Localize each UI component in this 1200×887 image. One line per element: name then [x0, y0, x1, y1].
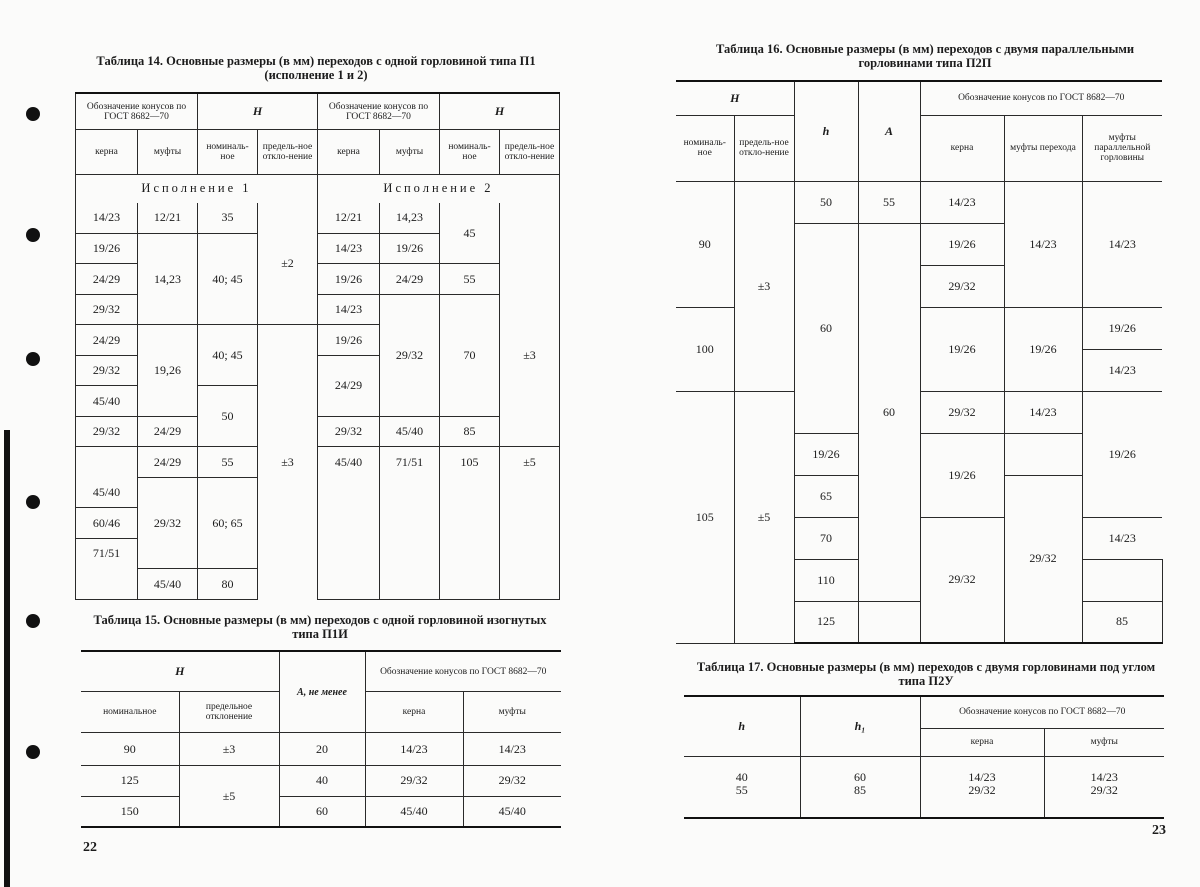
table14	[75, 92, 560, 600]
t14-v2-dev: ±3	[500, 264, 560, 447]
t14-v2-nominal: 55	[440, 264, 500, 295]
t14-v2-kerna: 29/32	[318, 416, 380, 447]
t14-v2-mufty: 19/26	[380, 233, 440, 264]
t16-header-A: A	[858, 81, 920, 181]
t16-h-mufty-parallel: муфты параллельной горловины	[1082, 115, 1162, 181]
t14-v2-mufty: 24/29	[380, 264, 440, 295]
table16-caption: Таблица 16. Основные размеры (в мм) переходов с двумя параллельными горловинами типа П2П	[715, 42, 1135, 70]
binder-hole-4	[26, 495, 40, 509]
t14-v2-kerna: 14/23	[318, 233, 380, 264]
t15-header-H: H	[81, 651, 279, 692]
t14-v2-kerna: 45/40	[318, 447, 380, 478]
t14-v1-kerna: 24/29	[76, 325, 138, 356]
t14-v1-mufty: 14,23	[138, 233, 198, 325]
t14-v1-nominal: 50	[198, 386, 258, 447]
t16-header-H: H	[676, 81, 794, 115]
t16-h: 60	[794, 223, 858, 433]
t14-header-cones-2: Обозначение конусов по ГОСТ 8682—70	[318, 93, 440, 130]
t14-v1-kerna: 71/51	[76, 538, 138, 569]
t16-kerna: 29/32	[1004, 475, 1082, 643]
t14-v1-mufty: 45/40	[138, 569, 198, 600]
t14-v1-mufty: 24/29	[138, 416, 198, 447]
t14-v2-blank	[500, 477, 560, 599]
t16-A: 55	[858, 181, 920, 223]
t14-v1-nominal: 35	[198, 203, 258, 234]
t14-v2-kerna: 19/26	[318, 264, 380, 295]
binder-hole-3	[26, 352, 40, 366]
table15-caption: Таблица 15. Основные размеры (в мм) переходов с одной горловиной изогнутых типа П1И	[93, 613, 547, 641]
t16-header-cones: Обозначение конусов по ГОСТ 8682—70	[920, 81, 1162, 115]
t14-v1-dev: ±2	[258, 203, 318, 325]
t15-cell-dev: ±3	[179, 733, 279, 766]
t16-h-nominal: номиналь-ное	[676, 115, 734, 181]
t14-v1-kerna: 29/32	[76, 355, 138, 386]
t15-cell-mufty: 29/32	[463, 766, 561, 797]
t14-v2-mufty: 71/51	[380, 447, 440, 478]
t16-kerna: 29/32	[920, 391, 1004, 433]
scan-edge-shadow	[4, 430, 10, 887]
t17-h: 40	[684, 756, 800, 784]
t16-H: 90	[676, 181, 734, 307]
t14-v2-dev-blank	[500, 203, 560, 264]
t14-v1-kerna: 60/46	[76, 508, 138, 539]
t14-v1-kerna: 14/23	[76, 203, 138, 234]
t17-mufty: 29/32	[1044, 784, 1164, 818]
t16-mufty-parallel: 19/26	[1082, 391, 1162, 517]
t16-kerna: 29/32	[920, 265, 1004, 307]
t16-kerna: 19/26	[920, 223, 1004, 265]
binder-hole-1	[26, 107, 40, 121]
t14-v1-nominal: 40; 45	[198, 233, 258, 325]
t17-header-cones: Обозначение конусов по ГОСТ 8682—70	[920, 696, 1164, 728]
t14-v2-nominal: 105	[440, 447, 500, 478]
t15-h-nominal: номинальное	[81, 692, 179, 733]
t14-v2-nominal: 45	[440, 203, 500, 264]
t15-cell-kerna: 45/40	[365, 796, 463, 827]
page-number-right: 23	[1152, 823, 1166, 838]
t17-h1: 60	[800, 756, 920, 784]
t16-mufty-parallel: 14/23	[1082, 181, 1162, 307]
table17-caption: Таблица 17. Основные размеры (в мм) переходов с двумя горловинами под углом типа П2У	[696, 660, 1156, 688]
t15-cell-kerna: 29/32	[365, 766, 463, 797]
t14-v1-nominal: 60; 65	[198, 477, 258, 569]
t14-v2-blank	[380, 477, 440, 599]
t17-kerna: 14/23	[920, 756, 1044, 784]
t15-header-A: A, не менее	[279, 651, 365, 733]
table16	[676, 80, 1162, 644]
t16-h-kerna: керна	[920, 115, 1004, 181]
t14-v1-kerna-blank	[76, 569, 138, 600]
t17-header-h1: h₁	[800, 696, 920, 756]
t16-H: 105	[676, 391, 734, 643]
t16-kerna: 14/23	[920, 181, 1004, 223]
t16-kerna: 19/26	[920, 307, 1004, 391]
t14-variant2-label: Исполнение 2	[318, 174, 560, 202]
t14-v1-mufty: 24/29	[138, 447, 198, 478]
binder-hole-6	[26, 745, 40, 759]
t14-h-nominal-1: номиналь-ное	[198, 130, 258, 175]
t16-H: 125	[794, 601, 858, 643]
t16-mufty-transition: 14/23	[1004, 391, 1082, 433]
t16-mufty-parallel: 14/23	[1082, 517, 1162, 559]
t14-v2-kerna: 24/29	[318, 355, 380, 416]
t16-dev: ±3	[734, 181, 794, 391]
t16-h-mufty-transition: муфты перехода	[1004, 115, 1082, 181]
t14-v1-mufty: 12/21	[138, 203, 198, 234]
t14-v2-kerna: 12/21	[318, 203, 380, 234]
t16-h: 65	[794, 475, 858, 517]
t15-cell-H: 150	[81, 796, 179, 827]
t14-v1-nominal: 80	[198, 569, 258, 600]
t16-mufty-transition: 14/23	[1004, 181, 1082, 307]
t16-h-deviation: предель-ное откло-нение	[734, 115, 794, 181]
t14-header-H-1: H	[198, 93, 318, 130]
t16-mufty-transition: 29/32	[920, 517, 1004, 643]
binder-hole-5	[26, 614, 40, 628]
t14-v1-kerna: 19/26	[76, 233, 138, 264]
t17-mufty: 14/23	[1044, 756, 1164, 784]
t14-h-kerna-1: керна	[76, 130, 138, 175]
t15-cell-mufty: 14/23	[463, 733, 561, 766]
t15-h-mufty: муфты	[463, 692, 561, 733]
t15-cell-A: 40	[279, 766, 365, 797]
t14-v2-mufty: 45/40	[380, 416, 440, 447]
t16-h: 85	[1082, 601, 1162, 643]
page-number-left: 22	[83, 840, 97, 855]
table17	[684, 695, 1164, 819]
t14-v1-kerna: 29/32	[76, 416, 138, 447]
t15-cell-A: 60	[279, 796, 365, 827]
t15-cell-H: 90	[81, 733, 179, 766]
t14-header-H-2: H	[440, 93, 560, 130]
table15	[81, 650, 561, 828]
t15-cell-kerna: 14/23	[365, 733, 463, 766]
t14-h-nominal-2: номиналь-ное	[440, 130, 500, 175]
t14-v1-mufty: 29/32	[138, 477, 198, 569]
t16-header-h: h	[794, 81, 858, 181]
t15-header-cones: Обозначение конусов по ГОСТ 8682—70	[365, 651, 561, 692]
t16-H: 100	[676, 307, 734, 391]
table14-caption: Таблица 14. Основные размеры (в мм) переходов с одной горловиной типа П1 (исполнение 1 и 2)	[96, 54, 536, 82]
t15-h-kerna: керна	[365, 692, 463, 733]
t17-h: 55	[684, 784, 800, 818]
t14-v2-mufty: 29/32	[380, 294, 440, 416]
t17-header-h: h	[684, 696, 800, 756]
t16-mufty-parallel: 19/26	[1082, 307, 1162, 349]
t17-kerna: 29/32	[920, 784, 1044, 818]
t14-v2-kerna: 19/26	[318, 325, 380, 356]
t14-v1-kerna-blank	[76, 447, 138, 478]
t14-v1-nominal: 40; 45	[198, 325, 258, 386]
t17-h-kerna: керна	[920, 728, 1044, 756]
t14-v2-blank	[318, 477, 380, 599]
t14-v1-kerna: 24/29	[76, 264, 138, 295]
t16-h: 70	[794, 517, 858, 559]
t16-dev-blank	[858, 601, 920, 643]
t14-v2-blank	[440, 477, 500, 599]
t14-h-kerna-2: керна	[318, 130, 380, 175]
t14-h-mufty-2: муфты	[380, 130, 440, 175]
t14-v1-kerna: 45/40	[76, 386, 138, 417]
t14-v2-dev: ±5	[500, 447, 560, 478]
t14-h-mufty-1: муфты	[138, 130, 198, 175]
t16-h: 50	[794, 181, 858, 223]
t16-dev: ±5	[734, 391, 794, 643]
t14-v1-dev: ±3	[258, 325, 318, 600]
t16-A: 60	[858, 223, 920, 601]
t14-v2-nominal: 85	[440, 416, 500, 447]
t16-mufty-parallel: 14/23	[1082, 349, 1162, 391]
t16-mufty-transition: 19/26	[1004, 307, 1082, 391]
t14-variant1-label: Исполнение 1	[76, 174, 318, 202]
t14-v2-nominal: 70	[440, 294, 500, 416]
t14-v1-kerna: 45/40	[76, 477, 138, 508]
t16-H: 110	[794, 559, 858, 601]
t15-cell-mufty: 45/40	[463, 796, 561, 827]
t14-v2-kerna: 14/23	[318, 294, 380, 325]
t17-h-mufty: муфты	[1044, 728, 1164, 756]
t16-kerna: 19/26	[794, 433, 858, 475]
t16-h-blank	[1082, 559, 1162, 601]
t14-v1-mufty: 19,26	[138, 325, 198, 417]
t14-v1-kerna: 29/32	[76, 294, 138, 325]
t16-mufty-transition: 19/26	[920, 433, 1004, 517]
t14-h-dev-2: предель-ное откло-нение	[500, 130, 560, 175]
t17-h1: 85	[800, 784, 920, 818]
t15-cell-H: 125	[81, 766, 179, 797]
t15-cell-A: 20	[279, 733, 365, 766]
binder-hole-2	[26, 228, 40, 242]
t14-v1-nominal: 55	[198, 447, 258, 478]
t15-h-deviation: предельное отклонение	[179, 692, 279, 733]
t14-h-dev-1: предель-ное откло-нение	[258, 130, 318, 175]
t14-v2-mufty: 14,23	[380, 203, 440, 234]
t14-header-cones-1: Обозначение конусов по ГОСТ 8682—70	[76, 93, 198, 130]
t15-cell-dev: ±5	[179, 766, 279, 827]
